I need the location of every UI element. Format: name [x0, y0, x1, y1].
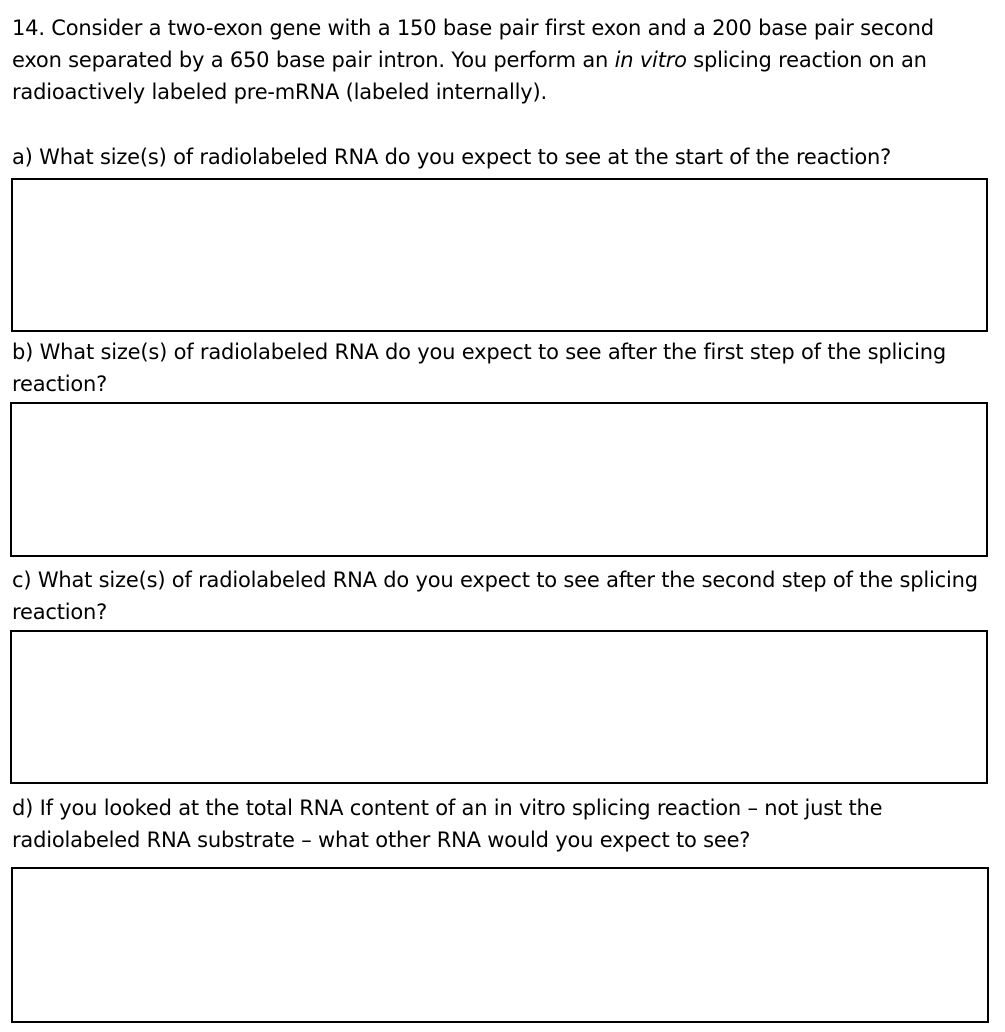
question-intro-line-2 — [12, 44, 927, 76]
question-intro-italic: in vitro — [614, 48, 687, 72]
part-c-answer-box[interactable] — [10, 630, 988, 784]
part-a-answer-box[interactable] — [11, 178, 988, 332]
question-intro-line-3: radioactively labeled pre-mRNA (labeled internally). — [12, 80, 548, 104]
part-c-prompt-line-2: reaction? — [12, 600, 108, 624]
part-b-prompt-line-2: reaction? — [12, 372, 108, 396]
question-intro-text: splicing reaction on an — [686, 48, 927, 72]
part-d-prompt-line-1: d) If you looked at the total RNA content of an in vitro splicing reaction – not just the — [12, 796, 883, 820]
part-a-prompt: a) What size(s) of radiolabeled RNA do you expect to see at the start of the reaction? — [12, 145, 892, 169]
part-d-prompt-line-2: radiolabeled RNA substrate – what other RNA would you expect to see? — [12, 828, 751, 852]
question-intro-line-1: 14. Consider a two-exon gene with a 150 base pair first exon and a 200 base pair second — [12, 16, 934, 40]
part-b-answer-box[interactable] — [10, 402, 988, 557]
part-d-answer-box[interactable] — [11, 867, 989, 1023]
part-b-prompt-line-1: b) What size(s) of radiolabeled RNA do you expect to see after the first step of the splicing — [12, 340, 946, 364]
part-c-prompt-line-1: c) What size(s) of radiolabeled RNA do you expect to see after the second step of the splicing — [12, 568, 978, 592]
question-intro-text: exon separated by a 650 base pair intron. You perform an — [12, 48, 615, 72]
